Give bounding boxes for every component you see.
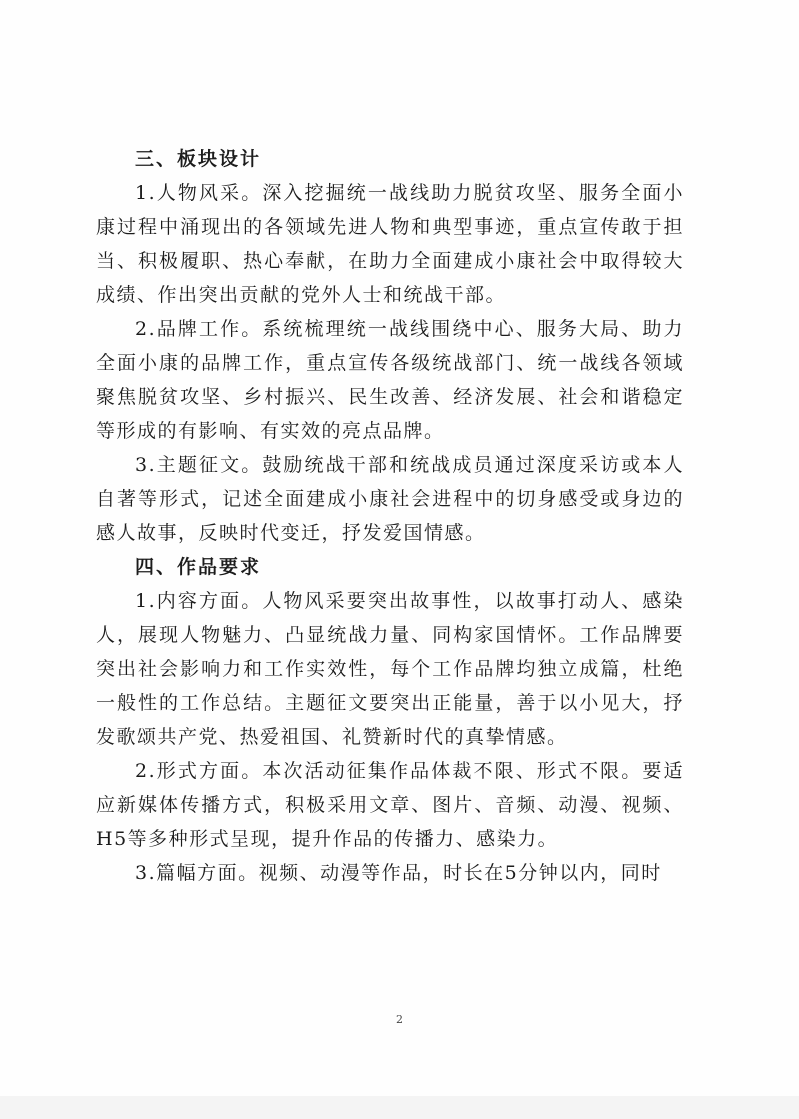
paragraph-theme-essay: 3.主题征文。鼓励统战干部和统战成员通过深度采访或本人自著等形式，记述全面建成小康社会进程中的切身感受或身边的感人故事，反映时代变迁，抒发爱国情感。 [96, 454, 684, 544]
paragraph-content-aspect: 1.内容方面。人物风采要突出故事性，以故事打动人、感染人，展现人物魅力、凸显统战力量、同构家国情怀。工作品牌要突出社会影响力和工作实效性，每个工作品牌均独立成篇，杜绝一般性的工作总结。主题征文要突出正能量，善于以小见大，抒发歌颂共产党、热爱祖国、礼赞新时代的真挚情感。 [96, 590, 684, 748]
paragraph-brand-work: 2.品牌工作。系统梳理统一战线围绕中心、服务大局、助力全面小康的品牌工作，重点宣传各级统战部门、统一战线各领域聚焦脱贫攻坚、乡村振兴、民生改善、经济发展、社会和谐稳定等形成的有影响、有实效的亮点品牌。 [96, 318, 684, 442]
section-heading-work-requirements: 四、作品要求 [135, 556, 262, 578]
page-number: 2 [396, 1013, 403, 1026]
scan-bottom-edge [0, 1096, 799, 1119]
paragraph-length-aspect: 3.篇幅方面。视频、动漫等作品，时长在5分钟以内，同时 [135, 862, 662, 884]
paragraph-people-style: 1.人物风采。深入挖掘统一战线助力脱贫攻坚、服务全面小康过程中涌现出的各领域先进人物和典型事迹，重点宣传敢于担当、积极履职、热心奉献，在助力全面建成小康社会中取得较大成绩、作出突出贡献的党外人士和统战干部。 [96, 182, 684, 306]
section-heading-board-design: 三、板块设计 [135, 148, 262, 170]
page-content [96, 142, 684, 890]
paragraph-form-aspect: 2.形式方面。本次活动征集作品体裁不限、形式不限。要适应新媒体传播方式，积极采用文章、图片、音频、动漫、视频、H5等多种形式呈现，提升作品的传播力、感染力。 [96, 760, 684, 850]
